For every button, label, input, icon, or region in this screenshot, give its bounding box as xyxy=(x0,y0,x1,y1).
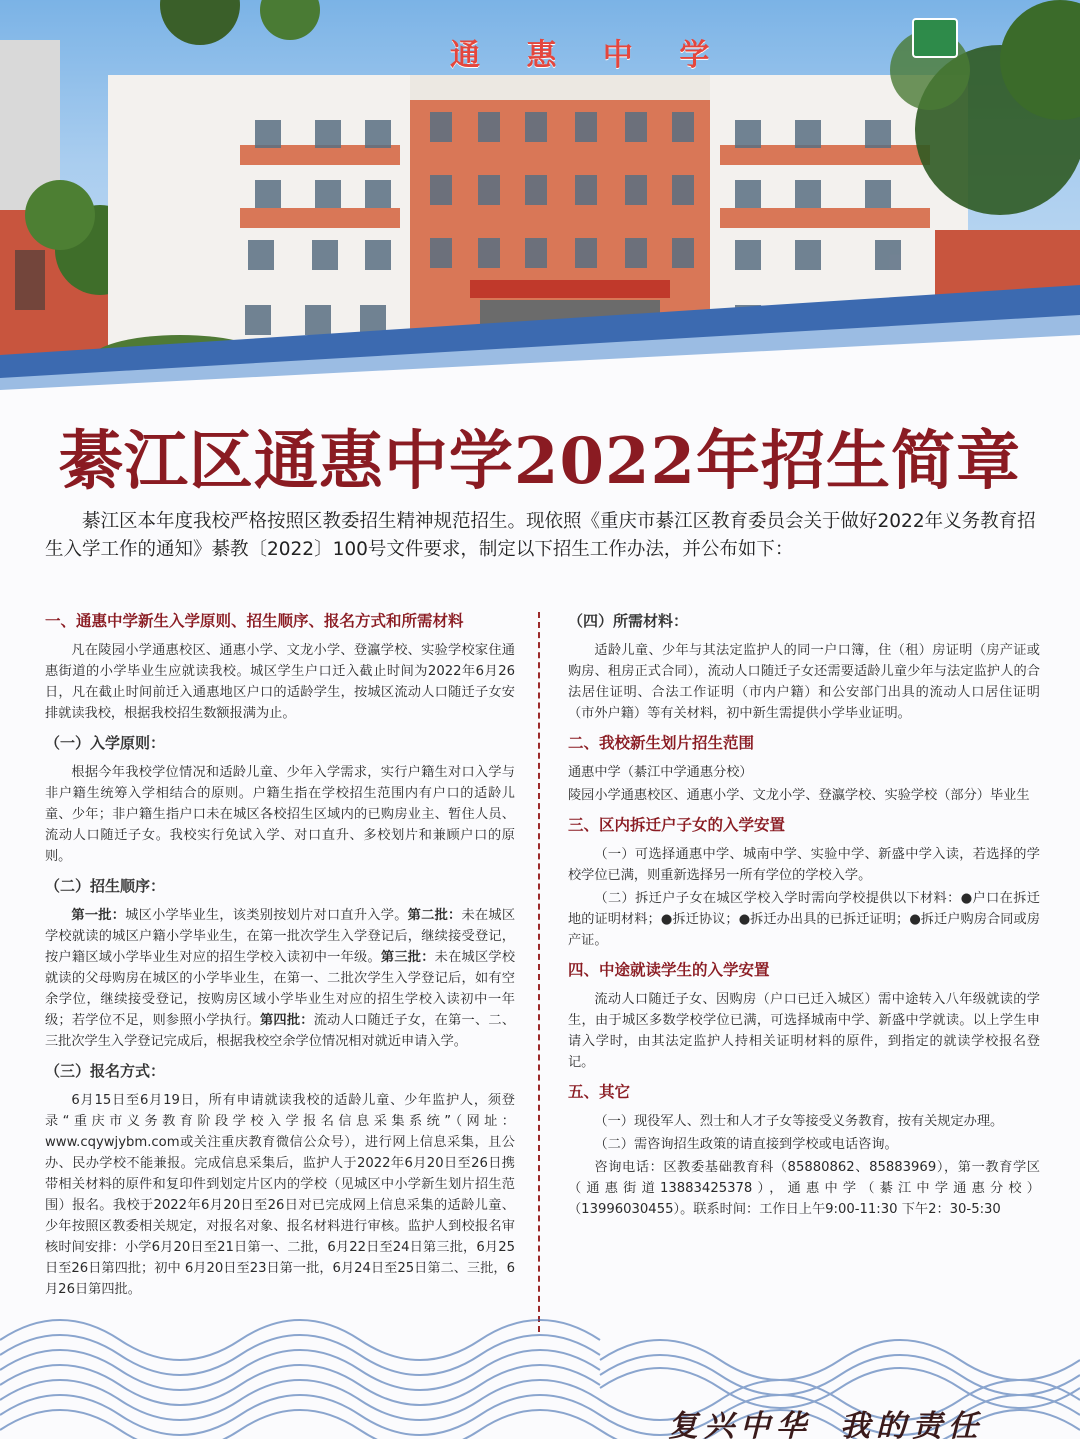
subsection-admission-principle-text: 根据今年我校学位情况和适龄儿童、少年入学需求，实行户籍生对口入学与非户籍生统筹入学相结合的原则。户籍生指在学校招生范围内有户口的适龄儿童、少年；非户籍生指户口未在城区各校招生区域内的已购房业主、暂住人员、流动人口随迁子女。我校实行免试入学、对口直升、多校划片和兼顾户口的原则。 xyxy=(45,765,515,864)
section-1-heading: 一、通惠中学新生入学原则、招生顺序、报名方式和所需材料 xyxy=(45,612,464,630)
subsection-registration-text: 6月15日至6月19日，所有申请就读我校的适龄儿童、少年监护人，须登录“重庆市义务教育阶段学校入学报名信息采集系统”（网址：www.cqywjybm.com或关注重庆教育微信公众号），进行网上信息采集，且公办、民办学校不能兼报。完成信息采集后，监护人于2022年6月20日至26日携带相关材料的原件和复印件到划定片区内的学校（见城区中小学新生划片招生范围）报名。我校于2022年6月20日至26日对已完成网上信息采集的适龄儿童、少年按照区教委相关规定，对报名对象、报名材料进行审核。监护人到校报名审核时间安排：小学6月20日至21日第一、二批，6月22日至24日第三批，6月25日至26日第四批；初中 6月20日至23日第一批，6月24日至25日第二、三批，6月26日第四批。 xyxy=(45,1093,515,1297)
slogan-part-1: 复兴中华 xyxy=(668,1409,812,1439)
school-name-sign: 通 惠 中 学 xyxy=(450,38,728,73)
school-logo-icon xyxy=(912,18,958,58)
batch-4-label: 第四批： xyxy=(259,1013,314,1028)
section-1-text: 凡在陵园小学通惠校区、通惠小学、文龙小学、登瀛学校、实验学校家住通惠街道的小学毕业生应就读我校。城区学生户口迁入截止时间为2022年6月26日，凡在截止时间前迁入通惠地区户口的适龄学生，按城区流动人口随迁子女安排就读我校，根据我校招生数额报满为止。 xyxy=(45,643,515,721)
section-3-text-2: （二）拆迁户子女在城区学校入学时需向学校提供以下材料：●户口在拆迁地的证明材料；●拆迁协议；●拆迁办出具的已拆迁证明；●拆迁户购房合同或房产证。 xyxy=(568,891,1040,948)
left-column xyxy=(45,610,515,1308)
subsection-registration-heading: （三）报名方式： xyxy=(45,1062,166,1080)
section-5-contact: 咨询电话：区教委基础教育科（85880862、85883969），第一教育学区（通惠街道13883425378），通惠中学（綦江中学通惠分校）（13996030455）。联系时间：工作日上午9:00-11:30 下午2：30-5:30 xyxy=(568,1160,1040,1217)
section-2-line-1: 通惠中学（綦江中学通惠分校） xyxy=(568,765,753,780)
page-title: 綦江区通惠中学2022年招生简章 xyxy=(58,424,1022,499)
batch-1-label: 第一批： xyxy=(71,908,126,923)
subsection-admission-order-text xyxy=(45,905,515,1052)
section-5-text-2: （二）需咨询招生政策的请直接到学校或电话咨询。 xyxy=(594,1137,898,1152)
batch-2-label: 第二批： xyxy=(407,908,462,923)
batch-3-label: 第三批： xyxy=(380,950,435,965)
footer-slogan xyxy=(668,1409,1012,1439)
right-column xyxy=(568,610,1040,1228)
section-3-heading: 三、区内拆迁户子女的入学安置 xyxy=(568,816,786,834)
subsection-admission-order-heading: （二）招生顺序： xyxy=(45,877,166,895)
subsection-materials-text: 适龄儿童、少年与其法定监护人的同一户口簿，住（租）房证明（房产证或购房、租房正式合同），流动人口随迁子女还需要适龄儿童少年与法定监护人的合法居住证明、合法工作证明（市内户籍）和公安部门出具的流动人口居住证明（市外户籍）等有关材料，初中新生需提供小学毕业证明。 xyxy=(568,643,1040,721)
subsection-materials-heading: （四）所需材料： xyxy=(568,612,689,630)
batch-2-text: 未在城区学校就读的城区户籍小学毕业生，在第一批次学生入学登记后，继续接受登记，按户籍区域小学毕业生对应的招生学校入读初中一年级。 xyxy=(45,908,516,965)
section-4-text: 流动人口随迁子女、因购房（户口已迁入城区）需中途转入八年级就读的学生，由于城区多数学校学位已满，可选择城南中学、新盛中学就读。以上学生申请入学时，由其法定监护人持相关证明材料的原件，到指定的就读学校报名登记。 xyxy=(568,992,1040,1070)
slogan-part-2: 我的责任 xyxy=(840,1409,984,1439)
section-2-line-2: 陵园小学通惠校区、通惠小学、文龙小学、登瀛学校、实验学校（部分）毕业生 xyxy=(568,788,1030,803)
column-divider xyxy=(538,612,540,1332)
intro-paragraph: 綦江区本年度我校严格按照区教委招生精神规范招生。现依照《重庆市綦江区教育委员会关于做好2022年义务教育招生入学工作的通知》綦教〔2022〕100号文件要求，制定以下招生工作办法，并公布如下： xyxy=(45,511,1036,560)
section-3-text-1: （一）可选择通惠中学、城南中学、实验中学、新盛中学入读，若选择的学校学位已满，则重新选择另一所有学位的学校入学。 xyxy=(568,847,1040,883)
subsection-admission-principle-heading: （一）入学原则： xyxy=(45,734,166,752)
batch-4-text: 流动人口随迁子女，在第一、二、三批次学生入学登记完成后，根据我校空余学位情况相对就近申请入学。 xyxy=(45,1013,516,1049)
batch-3-text: 未在城区学校就读的父母购房在城区的小学毕业生，在第一、二批次学生入学登记后，如有空余学位，继续接受登记，按购房区域小学毕业生对应的招生学校入读初中一年级；若学位不足，则参照小学执行。 xyxy=(45,950,516,1028)
hero-photo xyxy=(0,0,1080,400)
batch-1-text: 城区小学毕业生，该类别按划片对口直升入学。 xyxy=(125,908,408,923)
section-4-heading: 四、中途就读学生的入学安置 xyxy=(568,961,770,979)
section-5-text-1: （一）现役军人、烈士和人才子女等接受义务教育，按有关规定办理。 xyxy=(594,1114,1004,1129)
section-5-heading: 五、其它 xyxy=(568,1083,631,1101)
section-2-heading: 二、我校新生划片招生范围 xyxy=(568,734,755,752)
